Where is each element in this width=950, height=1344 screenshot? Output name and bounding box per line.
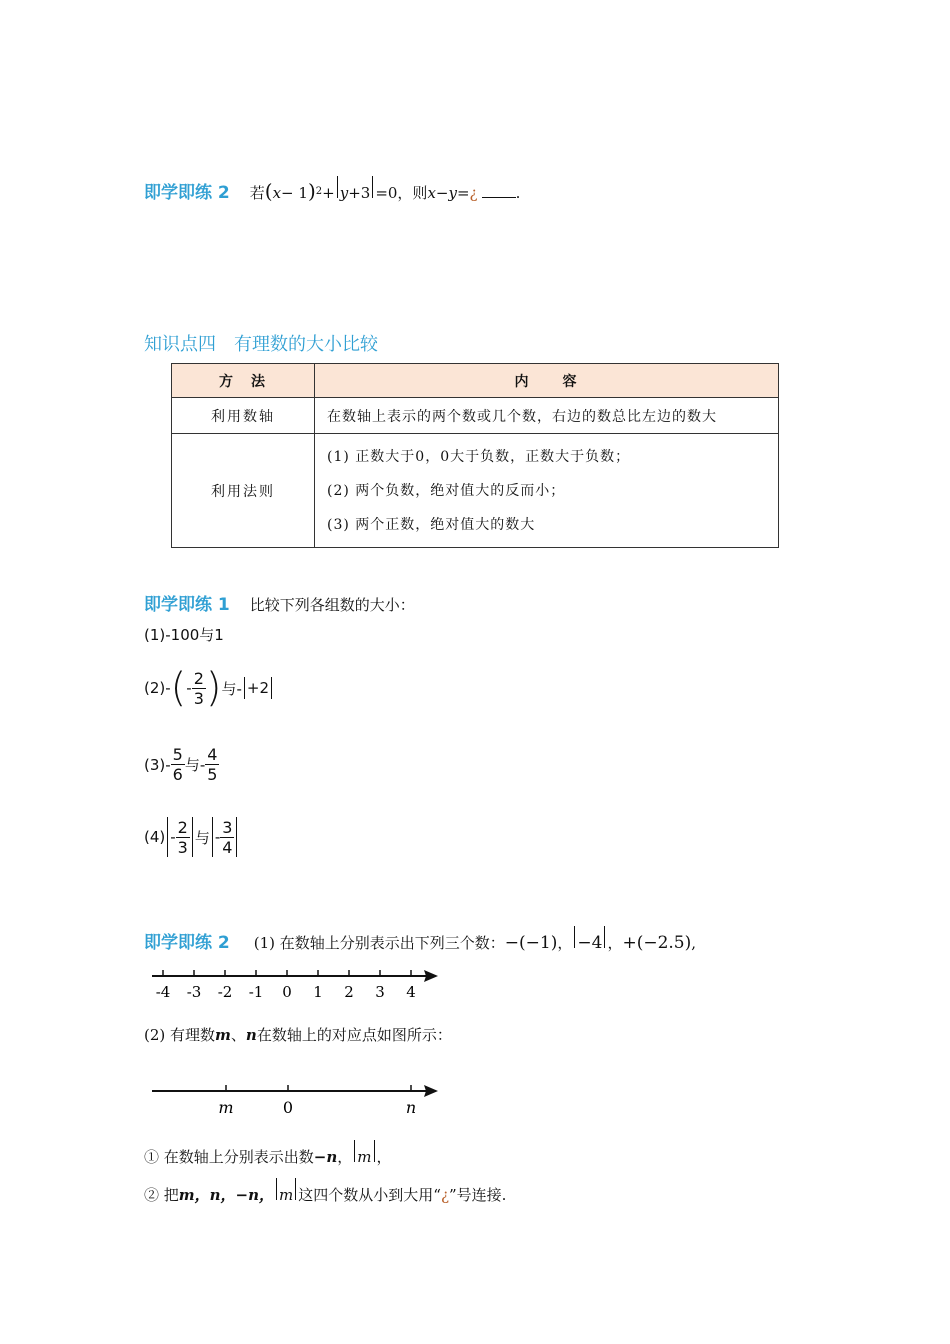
practice1-item3 xyxy=(144,745,219,784)
knowledge-point-title: 知识点四 有理数的大小比较 xyxy=(144,334,378,355)
item2-prefix: (2)- xyxy=(144,679,171,697)
axis-tick-label: -2 xyxy=(217,983,233,1001)
practice1-label: 即学即练 1 xyxy=(144,595,230,615)
practice2-q1-sep2: ， xyxy=(607,934,623,952)
fraction-numerator: 2 xyxy=(177,817,188,837)
fraction-denominator: 4 xyxy=(222,837,233,857)
item4-sign: - xyxy=(170,828,176,846)
practice2-q1-n1: −(−1) xyxy=(504,933,558,953)
practice1-item4 xyxy=(144,817,239,857)
table-row xyxy=(172,398,779,434)
abs-bar xyxy=(192,817,193,857)
item4-mid: 与 xyxy=(194,828,210,847)
sub1-neg-n: −n xyxy=(313,1148,338,1166)
arrow-head-icon xyxy=(424,970,438,982)
sub1-text-a: ① 在数轴上分别表示出数 xyxy=(144,1148,314,1166)
abs-bar xyxy=(167,817,168,857)
practice2-q2 xyxy=(144,1024,452,1045)
item2-sign: - xyxy=(186,679,192,697)
fraction-denominator: 3 xyxy=(177,837,188,857)
practice2-q1-n3-prefix: + xyxy=(622,933,637,953)
top-practice-prefix: 若 xyxy=(249,184,265,202)
abs-bar xyxy=(372,176,373,198)
practice2-q2-n: n xyxy=(245,1026,257,1044)
top-practice xyxy=(144,176,520,203)
number-line-1 xyxy=(148,964,440,1004)
abs-bar xyxy=(295,1178,296,1200)
sub2-text-c: ”号连接. xyxy=(449,1186,507,1204)
number-line-2 xyxy=(148,1080,440,1120)
sub1-text-b: ， xyxy=(337,1148,353,1166)
sub2-glyph: ¿ xyxy=(440,1186,449,1204)
table-row xyxy=(172,434,779,548)
practice2-sub2 xyxy=(144,1178,506,1205)
practice2-q1-end: , xyxy=(691,934,697,952)
axis-tick-label: 0 xyxy=(282,983,292,1001)
axis-label-zero: 0 xyxy=(282,1098,294,1117)
practice2-label: 即学即练 2 xyxy=(144,933,230,953)
axis-tick-label: -1 xyxy=(248,983,264,1001)
item3-mid: 与- xyxy=(184,756,206,774)
abs-bar xyxy=(244,677,245,699)
fraction-denominator: 6 xyxy=(172,765,183,784)
abs-bar xyxy=(354,1140,355,1162)
item4-sign: - xyxy=(214,828,221,846)
top-practice-power: 2 xyxy=(315,186,323,197)
practice2-q2-m: m xyxy=(215,1026,231,1044)
sub1-end: ， xyxy=(376,1148,392,1166)
fraction-numerator: 4 xyxy=(207,745,218,764)
answer-blank xyxy=(482,183,516,198)
axis-label-n: n xyxy=(405,1098,417,1117)
abs-bar xyxy=(374,1140,375,1162)
fraction-numerator: 5 xyxy=(172,745,183,764)
practice2-q1-n2: −4 xyxy=(577,933,603,953)
axis-tick-label: 4 xyxy=(406,983,416,1001)
practice1-heading xyxy=(144,590,415,615)
practice2-q1-sep1: ， xyxy=(557,934,573,952)
sub2-abs-m: m xyxy=(279,1186,294,1204)
abs-bar xyxy=(271,677,272,699)
top-practice-end: . xyxy=(515,184,521,202)
fraction xyxy=(176,818,190,857)
top-practice-y2: y xyxy=(448,184,457,202)
practice1-item1: (1)-100与1 xyxy=(144,626,224,644)
abs-bar xyxy=(212,817,213,857)
axis-tick-label: 2 xyxy=(344,983,354,1001)
sub2-list: m，n，−n， xyxy=(178,1186,275,1204)
table-cell-method: 利用数轴 xyxy=(172,398,315,434)
axis-tick-label: 1 xyxy=(313,983,323,1001)
abs-bar xyxy=(276,1178,277,1200)
top-practice-x2: x xyxy=(427,184,436,202)
item3-prefix: (3)- xyxy=(144,755,171,774)
top-practice-plus3: +3 xyxy=(348,184,371,202)
axis-label-m: m xyxy=(218,1098,234,1117)
item4-prefix: (4) xyxy=(144,828,166,846)
top-practice-x: x xyxy=(272,184,282,202)
practice2-q2-text-c: 在数轴上的对应点如图所示： xyxy=(256,1026,452,1044)
practice2-q1-n3: (−2.5) xyxy=(636,933,692,953)
paren-open: ( xyxy=(170,665,187,711)
axis-tick-label: -4 xyxy=(155,983,171,1001)
top-practice-eq: = xyxy=(456,184,470,202)
top-practice-paren-close: ) xyxy=(307,179,316,203)
practice2-sub1 xyxy=(144,1140,392,1167)
top-practice-minus-one: − 1 xyxy=(281,184,308,202)
fraction-numerator: 3 xyxy=(222,817,233,837)
table-header-content: 内 容 xyxy=(315,364,779,398)
abs-bar xyxy=(604,926,605,948)
table-cell-rules xyxy=(315,434,779,548)
top-practice-y: y xyxy=(339,184,349,202)
fraction xyxy=(205,745,219,784)
top-practice-minus: − xyxy=(435,184,449,202)
sub2-text-a: ② 把 xyxy=(144,1186,179,1204)
tick-group xyxy=(156,970,416,1001)
practice1-instruction: 比较下列各组数的大小： xyxy=(249,596,415,614)
abs-bar xyxy=(236,817,237,857)
fraction-denominator: 3 xyxy=(193,688,204,708)
practice1-item2 xyxy=(144,665,274,711)
table-cell-method: 利用法则 xyxy=(172,434,315,548)
fraction-numerator: 2 xyxy=(193,668,204,688)
abs-bar xyxy=(337,176,338,198)
top-practice-plus: + xyxy=(322,184,335,202)
top-practice-paren-open: ( xyxy=(264,179,273,203)
axis-tick-label: 3 xyxy=(375,983,385,1001)
top-practice-eq0: =0，则 xyxy=(375,184,428,202)
rule-item: (3) 两个正数，绝对值大的数大 xyxy=(327,516,536,533)
table-header-method: 方 法 xyxy=(172,364,315,398)
rule-item: (2) 两个负数，绝对值大的反而小； xyxy=(327,482,566,499)
fraction xyxy=(220,818,234,857)
comparison-table xyxy=(171,363,779,548)
rule-item: (1) 正数大于0，0大于负数，正数大于负数； xyxy=(327,448,631,465)
abs-bar xyxy=(574,926,575,948)
fraction-denominator: 5 xyxy=(207,765,218,784)
item2-mid: 与- xyxy=(221,679,242,698)
practice2-q2-text-a: (2) 有理数 xyxy=(144,1026,216,1044)
practice2-q2-text-b: 、 xyxy=(230,1026,246,1044)
axis-tick-label: -3 xyxy=(186,983,202,1001)
table-header-row xyxy=(172,364,779,398)
paren-close: ) xyxy=(205,665,222,711)
practice2-heading xyxy=(144,926,696,953)
top-practice-label: 即学即练 2 xyxy=(144,183,230,203)
sub2-text-b: 这四个数从小到大用“ xyxy=(298,1186,441,1204)
practice2-q1-text: (1) 在数轴上分别表示出下列三个数： xyxy=(253,934,505,952)
fraction xyxy=(171,745,185,784)
top-practice-glyph: ¿ xyxy=(469,184,478,202)
arrow-head-icon xyxy=(424,1085,438,1097)
item2-abs-value: +2 xyxy=(246,679,270,697)
sub1-abs-m: m xyxy=(357,1148,372,1166)
table-cell-content: 在数轴上表示的两个数或几个数，右边的数总比左边的数大 xyxy=(315,398,779,434)
fraction xyxy=(192,669,206,708)
